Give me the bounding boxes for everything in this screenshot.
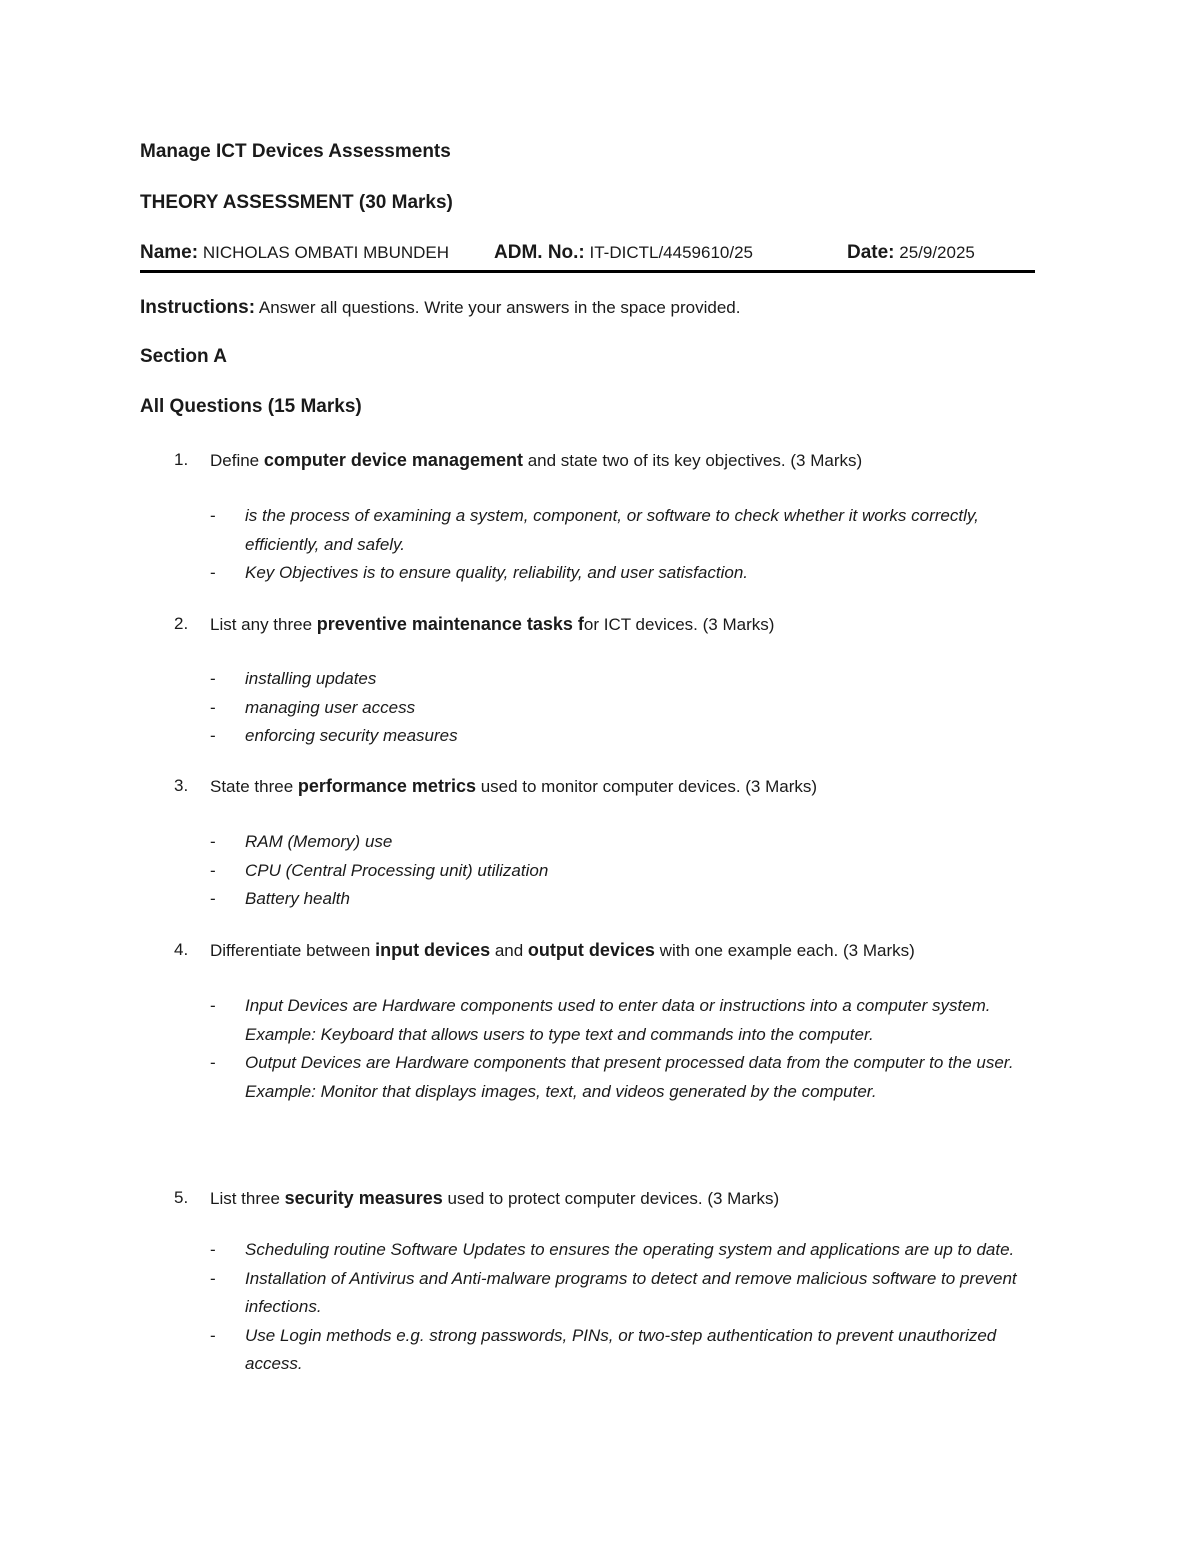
question-post: with one example each. (3 Marks) <box>654 941 915 960</box>
name-value: NICHOLAS OMBATI MBUNDEH <box>202 243 450 262</box>
instructions <box>140 297 740 319</box>
answer-text: CPU (Central Processing unit) utilization <box>245 860 549 880</box>
bullet-dash: - <box>210 1240 216 1259</box>
all-questions-heading: All Questions (15 Marks) <box>140 396 362 417</box>
question-text <box>210 450 862 471</box>
answer-item <box>210 559 1020 588</box>
question-number: 1. <box>174 450 189 469</box>
assessment-subtitle: THEORY ASSESSMENT (30 Marks) <box>140 192 453 213</box>
answer-item <box>210 1236 1020 1265</box>
question-text <box>210 940 915 961</box>
bullet-dash: - <box>210 1053 216 1072</box>
answer-item <box>210 1265 1020 1322</box>
question-text <box>210 1188 779 1209</box>
adm-value: IT-DICTL/4459610/25 <box>589 243 753 262</box>
question-keyword: preventive maintenance tasks f <box>316 614 584 634</box>
question-post: and state two of its key objectives. (3 Marks) <box>522 451 863 470</box>
question-keyword: computer device management <box>263 450 523 470</box>
answers-3 <box>210 828 1020 914</box>
question-keyword: security measures <box>284 1188 443 1208</box>
instructions-text: Answer all questions. Write your answers in the space provided. <box>258 298 741 317</box>
question-pre: State three <box>210 777 298 796</box>
bullet-dash: - <box>210 1268 216 1288</box>
student-info-row <box>140 240 1035 273</box>
question-number: 3. <box>174 776 189 795</box>
answer-text: is the process of examining a system, component, or software to check whether it works correctly, efficiently, and safely. <box>245 506 979 554</box>
bullet-dash: - <box>210 563 216 582</box>
bullet-dash: - <box>210 669 216 688</box>
question-text <box>210 614 774 635</box>
answer-text: Key Objectives is to ensure quality, reliability, and user satisfaction. <box>245 563 748 582</box>
bullet-dash: - <box>210 697 216 717</box>
question-text <box>210 776 817 797</box>
answers-1 <box>210 502 1020 588</box>
question-post: or ICT devices. (3 Marks) <box>583 615 775 634</box>
name-field <box>140 242 449 264</box>
answer-text: Battery health <box>245 889 350 908</box>
answer-text: Input Devices are Hardware components used to enter data or instructions into a computer system. Example: Keyboard that allows users to type text and commands into the computer. <box>245 996 991 1044</box>
question-pre: List any three <box>210 615 317 634</box>
question-keyword-2: output devices <box>527 940 655 960</box>
date-label: Date: <box>847 242 895 263</box>
answer-text: Output Devices are Hardware components that present processed data from the computer to the user. Example: Monitor that displays images, text, and videos generated by the computer. <box>245 1053 1014 1101</box>
question-pre: List three <box>210 1189 285 1208</box>
section-heading: Section A <box>140 346 227 367</box>
answer-text: Use Login methods e.g. strong passwords, PINs, or two-step authentication to prevent unauthorized access. <box>245 1325 997 1373</box>
question-number: 5. <box>174 1188 189 1207</box>
adm-field <box>494 242 753 264</box>
question-mid: and <box>490 941 528 960</box>
answer-text: Installation of Antivirus and Anti-malware programs to detect and remove malicious software to prevent infections. <box>245 1268 1017 1316</box>
bullet-dash: - <box>210 889 216 908</box>
question-pre: Differentiate between <box>210 941 376 960</box>
question-keyword: performance metrics <box>297 776 476 796</box>
answer-item <box>210 828 1020 857</box>
answer-item <box>210 885 1020 914</box>
adm-label: ADM. No.: <box>494 242 585 263</box>
answer-text: installing updates <box>245 669 377 688</box>
bullet-dash: - <box>210 860 216 880</box>
question-post: used to monitor computer devices. (3 Marks) <box>475 777 818 796</box>
instructions-label: Instructions: <box>140 297 256 318</box>
date-field <box>847 242 975 264</box>
bullet-dash: - <box>210 506 216 525</box>
document-title: Manage ICT Devices Assessments <box>140 141 451 162</box>
answer-text: Scheduling routine Software Updates to ensures the operating system and applications are up to date. <box>245 1240 1015 1259</box>
bullet-dash: - <box>210 726 216 745</box>
answer-item <box>210 502 1020 559</box>
answer-item <box>210 992 1020 1049</box>
question-keyword: input devices <box>375 940 491 960</box>
answer-text: managing user access <box>245 697 416 717</box>
question-number: 2. <box>174 614 189 633</box>
answers-5 <box>210 1236 1020 1379</box>
name-label: Name: <box>140 242 199 263</box>
answer-item <box>210 694 1020 723</box>
answer-item <box>210 722 1020 751</box>
answer-item <box>210 1049 1020 1106</box>
question-pre: Define <box>210 451 264 470</box>
answers-2 <box>210 665 1020 751</box>
question-post: used to protect computer devices. (3 Marks) <box>442 1189 780 1208</box>
answers-4 <box>210 992 1020 1106</box>
bullet-dash: - <box>210 1325 216 1345</box>
answer-text: enforcing security measures <box>245 726 458 745</box>
question-number: 4. <box>174 940 189 959</box>
date-value: 25/9/2025 <box>899 243 975 262</box>
answer-text: RAM (Memory) use <box>245 832 393 851</box>
bullet-dash: - <box>210 996 216 1015</box>
answer-item <box>210 857 1020 886</box>
answer-item <box>210 1322 1020 1379</box>
answer-item <box>210 665 1020 694</box>
bullet-dash: - <box>210 832 216 851</box>
